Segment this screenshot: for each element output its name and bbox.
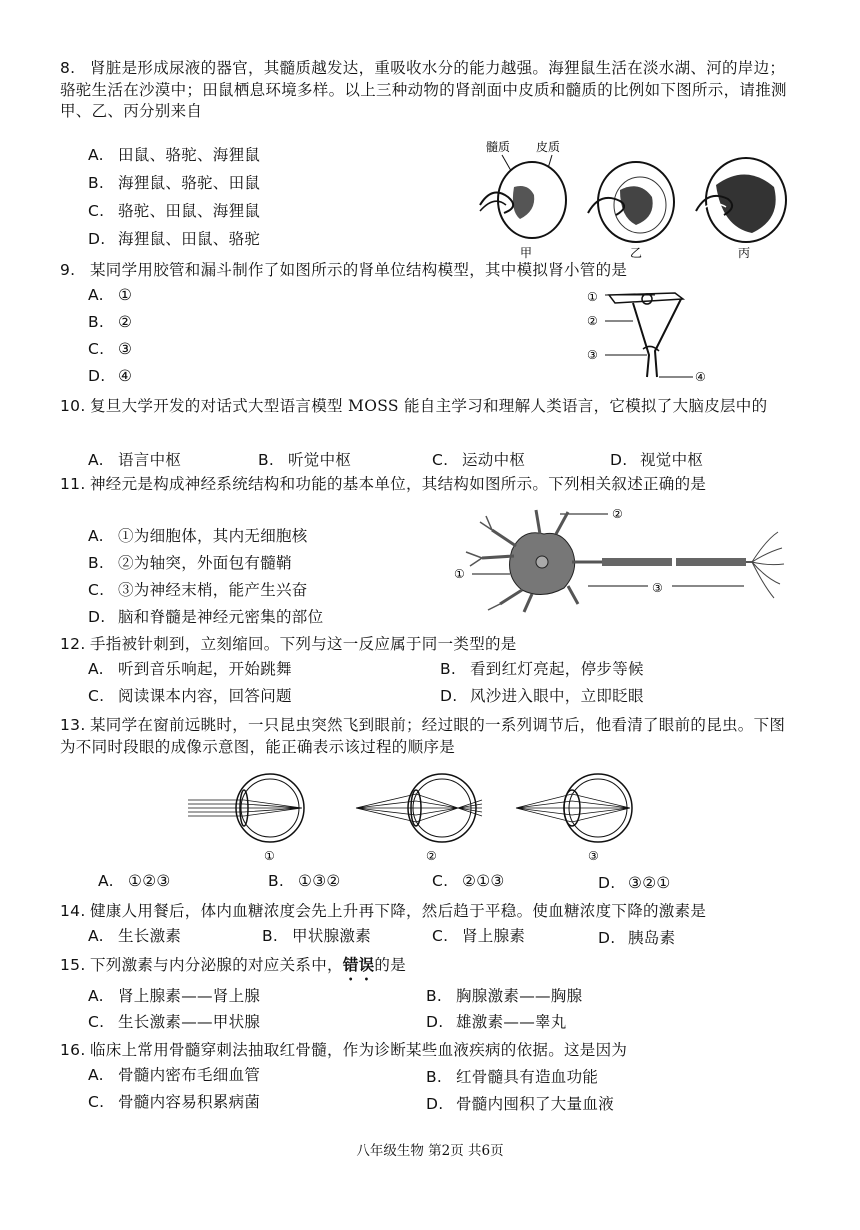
question-number: 9.: [60, 261, 76, 279]
question-stem-after: 的是: [374, 956, 407, 974]
nephron-model-figure: [585, 285, 725, 390]
svg-text:③: ③: [652, 581, 663, 595]
question-11: [60, 474, 800, 496]
eye-diagram-2: [356, 774, 482, 863]
svg-text:①: ①: [454, 567, 465, 581]
option-c: C. 骨髓内容易积累病菌: [88, 1093, 261, 1111]
option-b: B. 胸腺激素——胸腺: [426, 987, 583, 1005]
question-9: [60, 260, 800, 282]
question-16: [60, 1040, 800, 1062]
kidney-label-yi: 乙: [630, 246, 643, 260]
option-a: A. ①: [88, 286, 133, 304]
svg-text:①: ①: [264, 849, 275, 863]
option-d: D. 骨髓内囤积了大量血液: [426, 1095, 615, 1113]
question-stem: 肾脏是形成尿液的器官，其髓质越发达，重吸收水分的能力越强。海狸鼠生活在淡水湖、河的岸边；骆驼生活在沙漠中；田鼠栖息环境多样。以上三种动物的肾剖面中皮质和髓质的比例如下图所示，请推测甲、乙、丙分别来自: [60, 59, 787, 121]
option-c: C. ②①③: [432, 872, 505, 890]
eye-diagram-1: [188, 774, 304, 863]
option-a: A. ①为细胞体，其内无细胞核: [88, 527, 308, 545]
kidney-label-bing: 丙: [738, 246, 751, 260]
question-number: 10.: [60, 397, 86, 415]
option-b: B. 看到红灯亮起，停步等候: [440, 660, 644, 678]
option-c: C. 运动中枢: [432, 451, 526, 469]
page-footer: 八年级生物 第2页 共6页: [356, 1143, 504, 1159]
option-d: D. 海狸鼠、田鼠、骆驼: [88, 230, 261, 248]
option-c: C. ③为神经末梢，能产生兴奋: [88, 581, 308, 599]
label-cortex: 皮质: [536, 140, 561, 154]
question-15: [60, 954, 800, 984]
option-a: A. 骨髓内密布毛细血管: [88, 1066, 261, 1084]
emphasis-word: 错误: [342, 955, 375, 974]
label-medulla: 髓质: [486, 140, 511, 154]
question-stem: 复旦大学开发的对话式大型语言模型 MOSS 能自主学习和理解人类语言，它模拟了大脑皮层中的: [90, 397, 768, 415]
option-d: D. 脑和脊髓是神经元密集的部位: [88, 608, 324, 626]
option-a: A. 听到音乐响起，开始跳舞: [88, 660, 292, 678]
svg-text:②: ②: [612, 507, 623, 521]
option-a: A. ①②③: [98, 872, 171, 890]
option-c: C. 肾上腺素: [432, 927, 526, 945]
kidney-yi: [588, 162, 674, 242]
question-10: [60, 396, 800, 418]
eye-imaging-figure: [180, 770, 700, 865]
option-b: B. ②: [88, 313, 133, 331]
option-b: B. 甲状腺激素: [262, 927, 372, 945]
neuron-figure: [452, 500, 792, 618]
question-number: 16.: [60, 1041, 86, 1059]
option-b: B. 红骨髓具有造血功能: [426, 1068, 599, 1086]
question-stem-before: 下列激素与内分泌腺的对应关系中，: [90, 956, 343, 974]
kidney-label-jia: 甲: [520, 246, 533, 260]
question-14: [60, 901, 800, 923]
question-number: 14.: [60, 902, 86, 920]
option-d: D. ④: [88, 367, 133, 385]
question-stem: 神经元是构成神经系统结构和功能的基本单位，其结构如图所示。下列相关叙述正确的是: [90, 475, 707, 493]
option-b: B. 海狸鼠、骆驼、田鼠: [88, 174, 261, 192]
question-stem: 临床上常用骨髓穿刺法抽取红骨髓，作为诊断某些血液疾病的依据。这是因为: [90, 1041, 628, 1059]
option-b: B. 听觉中枢: [258, 451, 352, 469]
svg-text:②: ②: [587, 314, 598, 328]
option-d: D. 胰岛素: [598, 929, 676, 947]
kidney-bing: [696, 158, 786, 242]
option-c: C. 生长激素——甲状腺: [88, 1013, 261, 1031]
option-c: C. 阅读课本内容，回答问题: [88, 687, 292, 705]
question-stem: 某同学用胶管和漏斗制作了如图所示的肾单位结构模型，其中模拟肾小管的是: [90, 261, 628, 279]
kidney-cross-section-figure: [470, 135, 800, 260]
kidney-jia: [480, 162, 566, 238]
question-stem: 手指被针刺到，立刻缩回。下列与这一反应属于同一类型的是: [90, 635, 517, 653]
option-b: B. ②为轴突，外面包有髓鞘: [88, 554, 292, 572]
question-12: [60, 634, 800, 656]
option-b: B. ①③②: [268, 872, 341, 890]
option-d: D. 风沙进入眼中，立即眨眼: [440, 687, 644, 705]
option-c: C. 骆驼、田鼠、海狸鼠: [88, 202, 261, 220]
option-a: A. 生长激素: [88, 927, 182, 945]
question-stem: 某同学在窗前远眺时，一只昆虫突然飞到眼前；经过眼的一系列调节后，他看清了眼前的昆虫。下图为不同时段眼的成像示意图，能正确表示该过程的顺序是: [60, 716, 786, 756]
svg-text:②: ②: [426, 849, 437, 863]
option-d: D. 雄激素——睾丸: [426, 1013, 567, 1031]
svg-text:①: ①: [587, 290, 598, 304]
question-number: 15.: [60, 956, 86, 974]
option-a: A. 田鼠、骆驼、海狸鼠: [88, 146, 261, 164]
question-13: [60, 715, 800, 758]
question-number: 12.: [60, 635, 86, 653]
question-stem: 健康人用餐后，体内血糖浓度会先上升再下降，然后趋于平稳。使血糖浓度下降的激素是: [90, 902, 707, 920]
option-d: D. 视觉中枢: [610, 451, 704, 469]
question-number: 13.: [60, 716, 86, 734]
option-d: D. ③②①: [598, 874, 671, 892]
question-number: 11.: [60, 475, 86, 493]
question-8: [60, 58, 800, 123]
option-c: C. ③: [88, 340, 133, 358]
svg-text:③: ③: [588, 849, 599, 863]
option-a: A. 语言中枢: [88, 451, 182, 469]
option-a: A. 肾上腺素——肾上腺: [88, 987, 261, 1005]
question-number: 8.: [60, 59, 76, 77]
svg-text:④: ④: [695, 370, 706, 384]
svg-text:③: ③: [587, 348, 598, 362]
eye-diagram-3: [516, 774, 632, 863]
